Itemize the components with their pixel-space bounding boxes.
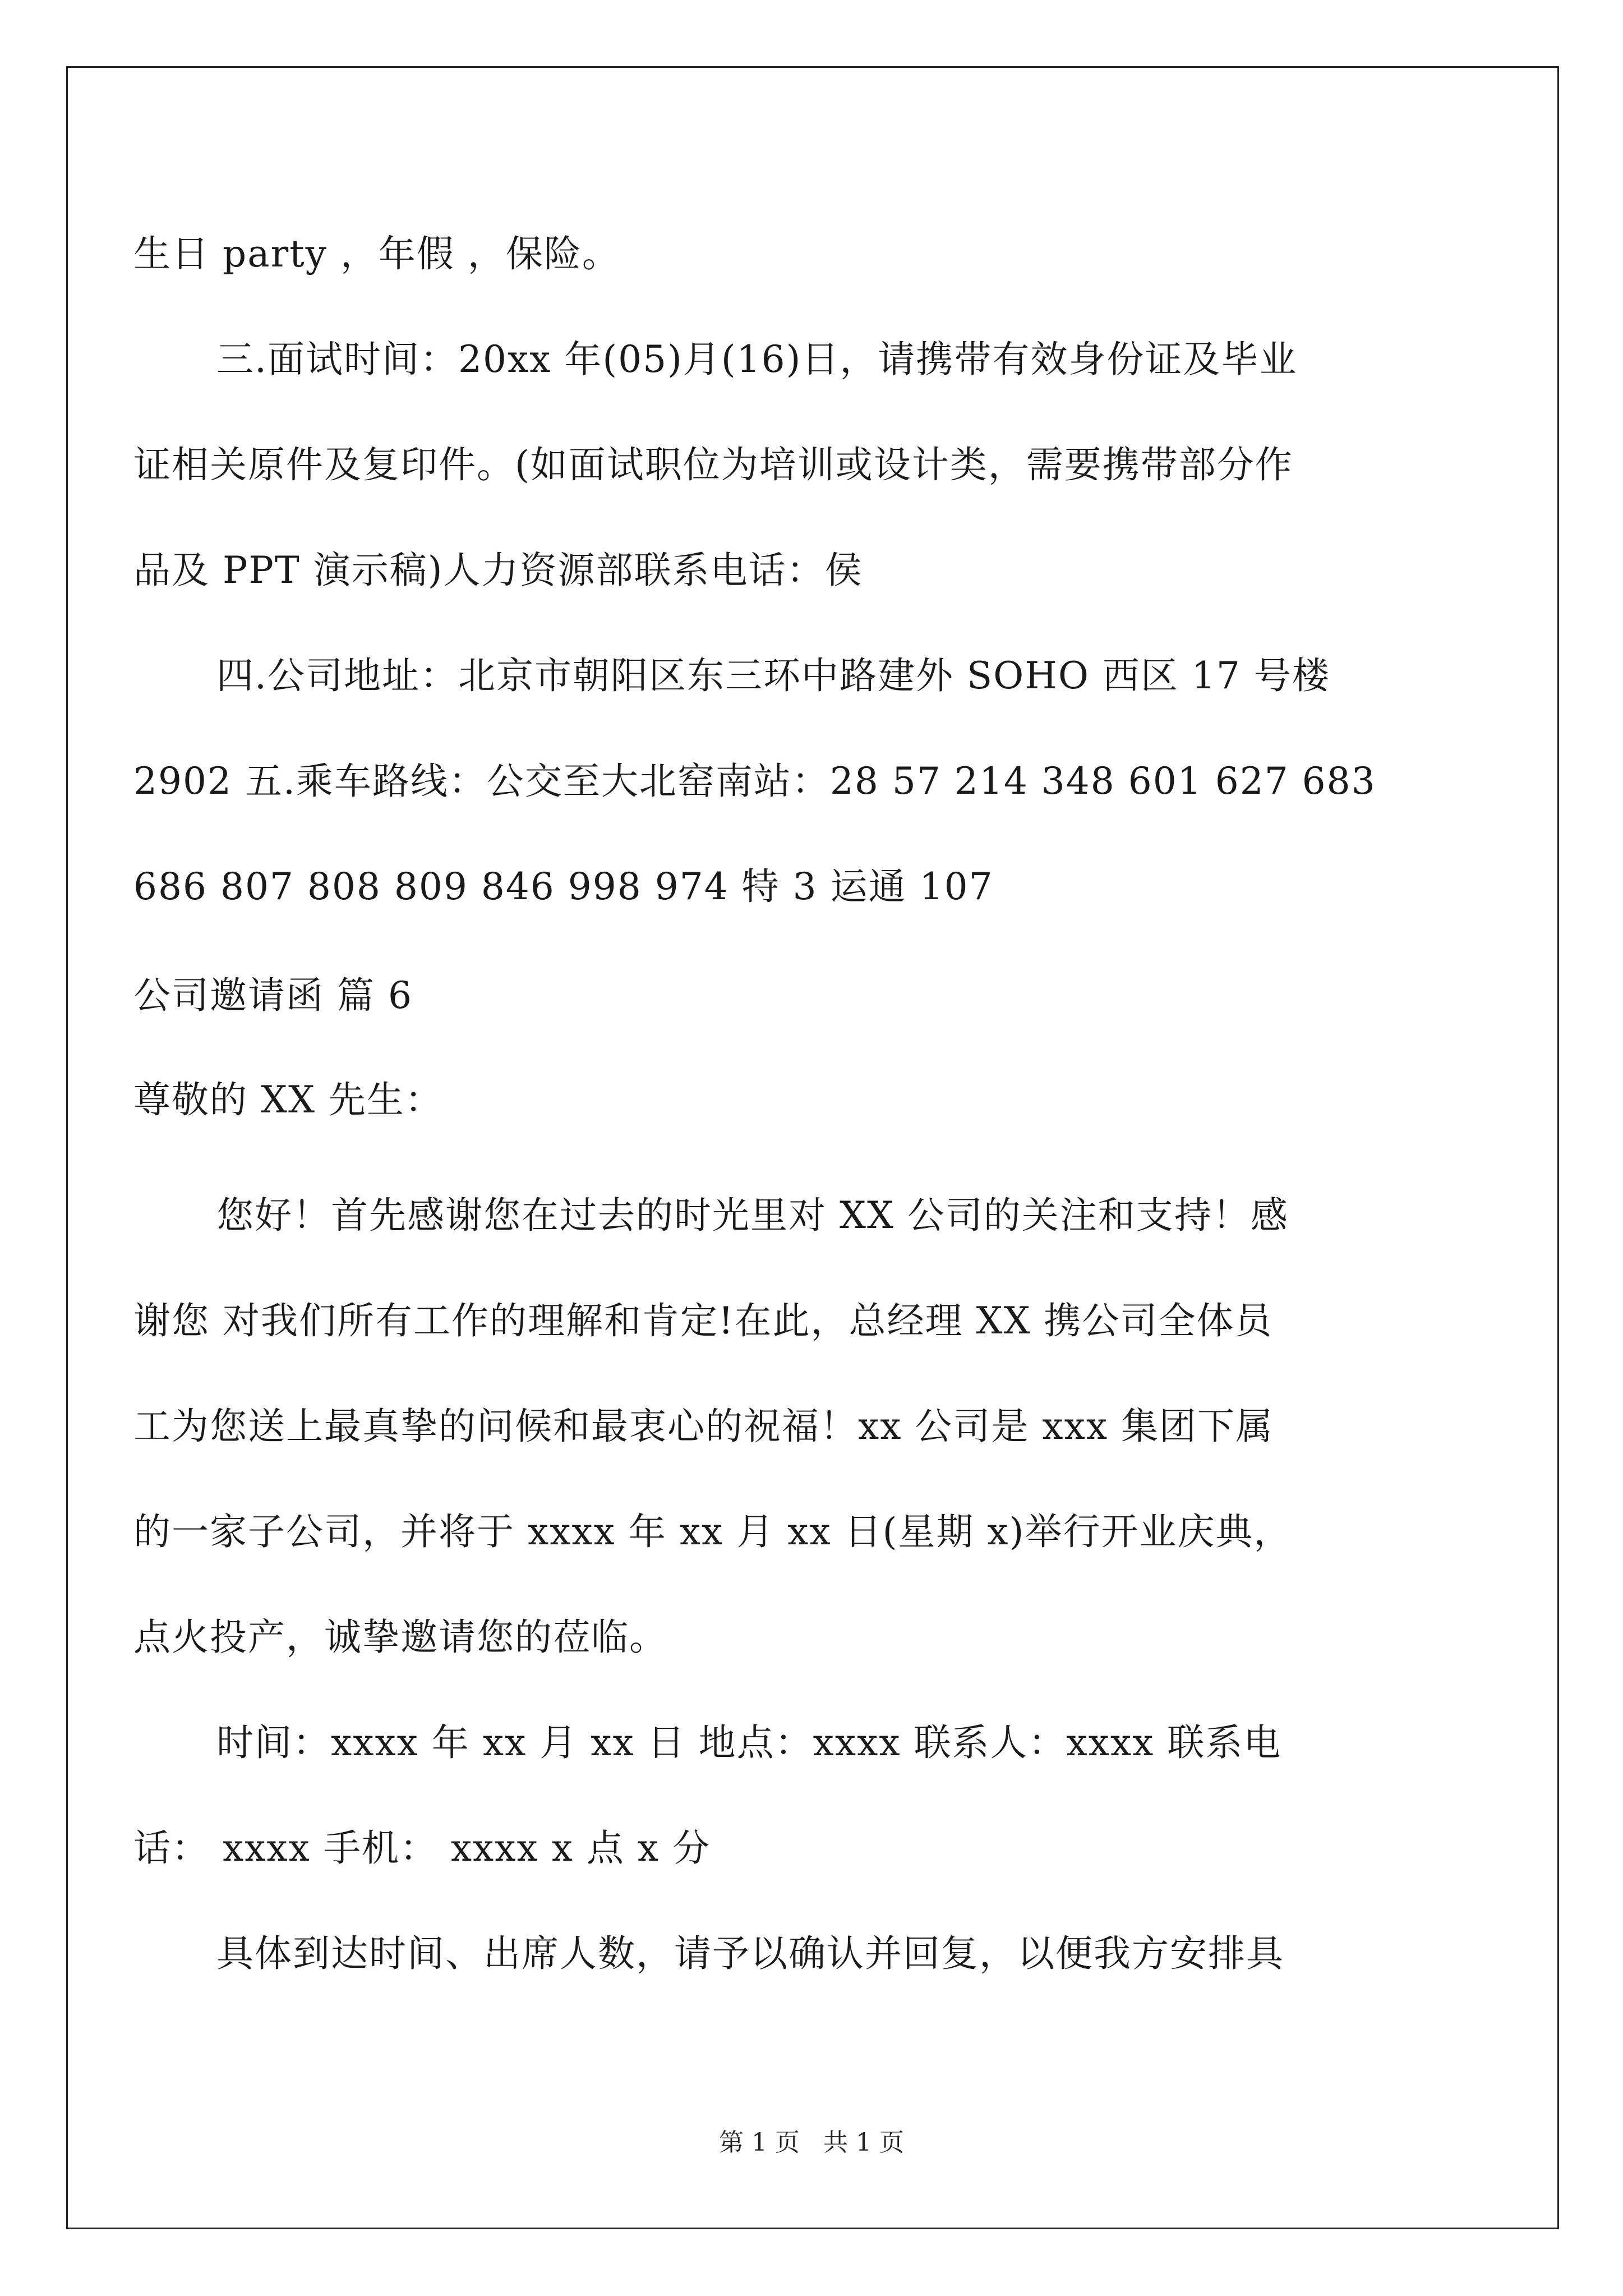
text-line-greeting: 您好！首先感谢您在过去的时光里对 XX 公司的关注和支持！感 [216, 1194, 1289, 1237]
text-line-opening-ceremony: 的一家子公司，并将于 xxxx 年 xx 月 xx 日(星期 x)举行开业庆典， [133, 1510, 1292, 1553]
text-line-interview-time: 三.面试时间：20xx 年(05)月(16)日，请携带有效身份证及毕业 [216, 338, 1298, 381]
text-line-thanks: 谢您 对我们所有工作的理解和肯定!在此，总经理 XX 携公司全体员 [133, 1299, 1273, 1342]
text-line-company-address: 四.公司地址：北京市朝阳区东三环中路建外 SOHO 西区 17 号楼 [216, 654, 1330, 697]
text-line-confirmation: 具体到达时间、出席人数，请予以确认并回复，以便我方安排具 [216, 1932, 1284, 1975]
text-line-bus-numbers: 686 807 808 809 846 998 974 特 3 运通 107 [133, 865, 994, 908]
text-line-wishes: 工为您送上最真挚的问候和最衷心的祝福！xx 公司是 xxx 集团下属 [133, 1405, 1274, 1448]
page-border [66, 66, 1559, 2229]
text-line-birthday-benefits: 生日 party ，年假 ，保险。 [133, 232, 620, 275]
salutation: 尊敬的 XX 先生： [133, 1078, 443, 1121]
text-line-hr-contact: 品及 PPT 演示稿)人力资源部联系电话：侯 [133, 549, 863, 592]
text-line-documents: 证相关原件及复印件。(如面试职位为培训或设计类，需要携带部分作 [133, 443, 1293, 486]
page-number: 第 1 页 共 1 页 [719, 2128, 904, 2157]
section-heading: 公司邀请函 篇 6 [133, 974, 413, 1017]
text-line-time-place: 时间：xxxx 年 xx 月 xx 日 地点：xxxx 联系人：xxxx 联系电 [216, 1721, 1282, 1764]
text-line-bus-route: 2902 五.乘车路线：公交至大北窑南站：28 57 214 348 601 627 683 [133, 760, 1376, 803]
text-line-invitation: 点火投产，诚挚邀请您的莅临。 [133, 1616, 667, 1659]
text-line-phone: 话： xxxx 手机： xxxx x 点 x 分 [133, 1826, 711, 1870]
